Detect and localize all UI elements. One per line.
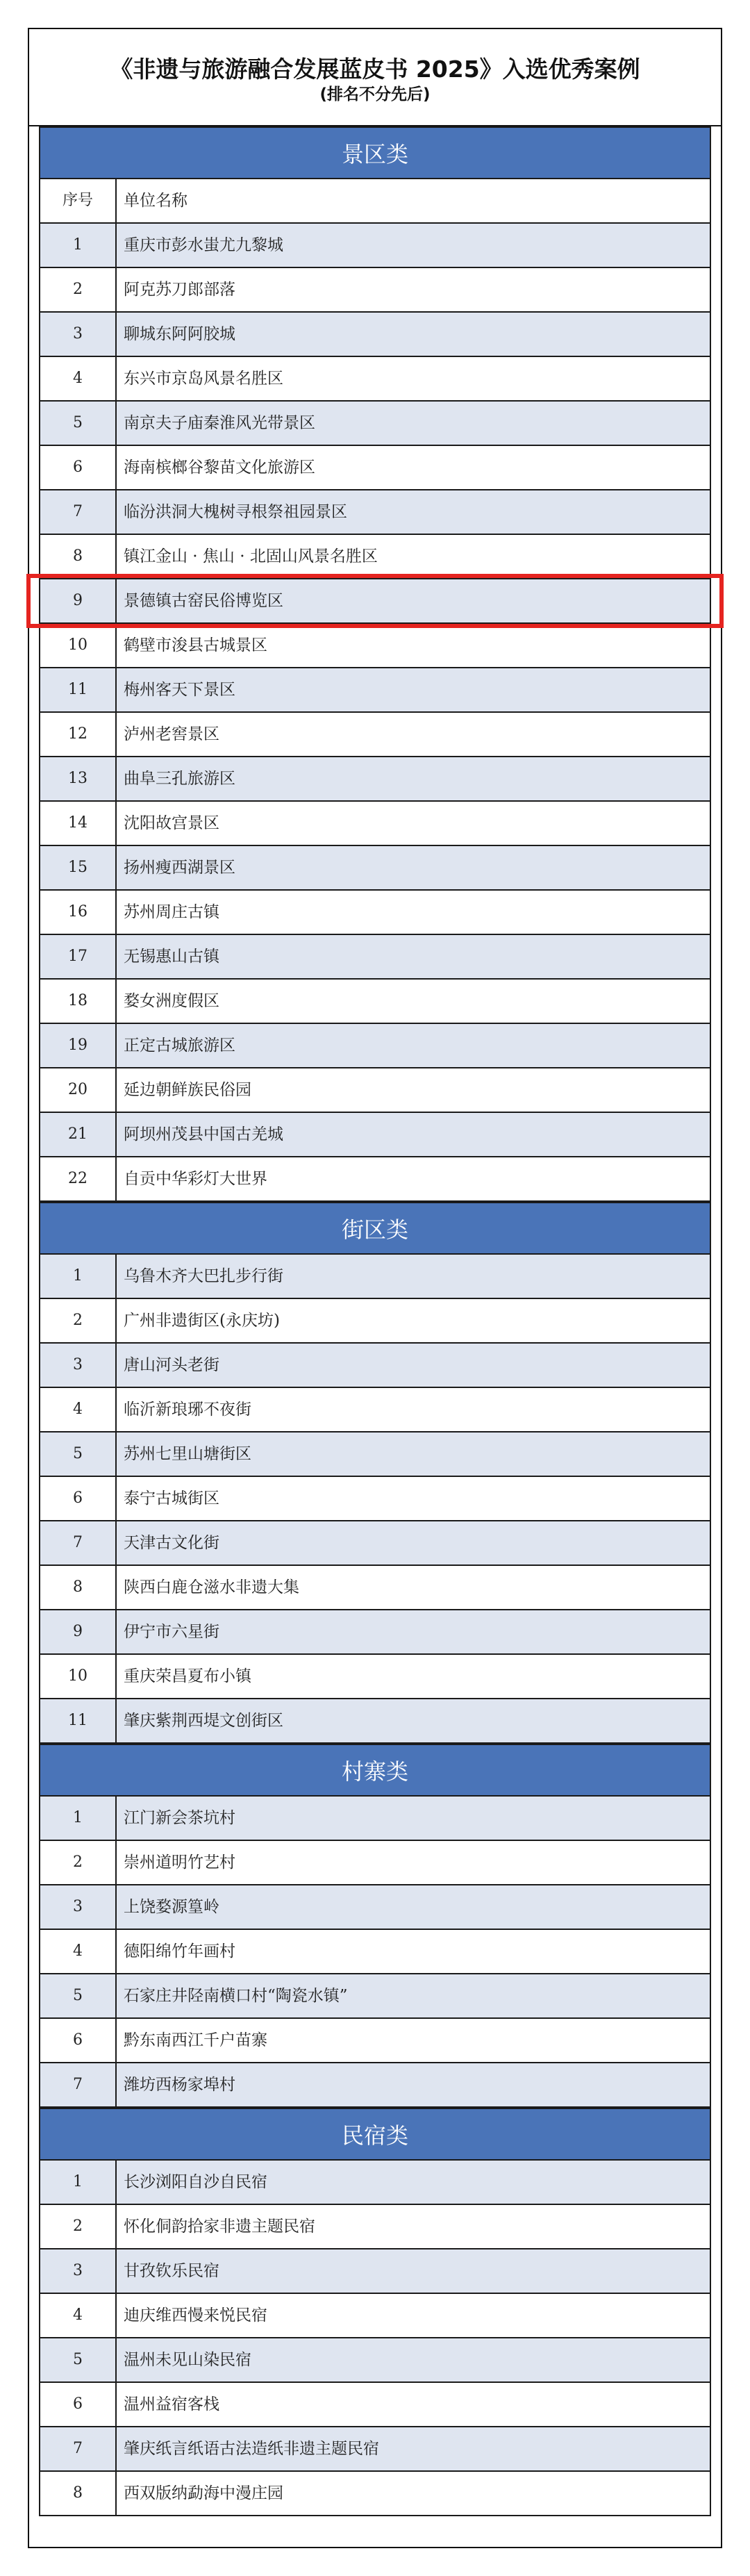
table-row [40, 579, 710, 624]
table-row [40, 1113, 710, 1157]
table-row [40, 1433, 710, 1477]
row-number: 4 [40, 2294, 117, 2337]
row-name: 肇庆纸言纸语古法造纸非遗主题民宿 [124, 2440, 379, 2458]
section-header: 村寨类 [40, 1744, 710, 1797]
document-title: 《非遗与旅游融合发展蓝皮书 2025》入选优秀案例 [110, 56, 640, 83]
table-row [40, 535, 710, 579]
row-name: 鹤壁市浚县古城景区 [124, 636, 267, 654]
table-row [40, 1841, 710, 1885]
row-name: 迪庆维西慢来悦民宿 [124, 2306, 267, 2325]
row-number: 4 [40, 357, 117, 400]
row-number: 2 [40, 1299, 117, 1342]
table-row [40, 2205, 710, 2249]
table-row [40, 2383, 710, 2427]
table-row [40, 2063, 710, 2108]
row-number: 18 [40, 980, 117, 1023]
row-number: 7 [40, 490, 117, 534]
table-row [40, 402, 710, 446]
row-name: 乌鲁木齐大巴扎步行街 [124, 1267, 283, 1285]
row-name: 沈阳故宫景区 [124, 814, 219, 832]
document-subtitle: (排名不分先后) [319, 85, 431, 104]
row-number: 1 [40, 1797, 117, 1840]
row-number: 19 [40, 1024, 117, 1067]
row-number: 5 [40, 2338, 117, 2381]
row-number: 1 [40, 1255, 117, 1298]
row-name: 镇江金山 · 焦山 · 北固山风景名胜区 [124, 547, 378, 565]
row-name: 婺女洲度假区 [124, 992, 219, 1010]
row-name: 天津古文化街 [124, 1534, 219, 1552]
row-name: 扬州瘦西湖景区 [124, 859, 235, 877]
row-number: 8 [40, 535, 117, 578]
row-name: 潍坊西杨家埠村 [124, 2076, 235, 2094]
table-row [40, 1885, 710, 1930]
row-name: 临汾洪洞大槐树寻根祭祖园景区 [124, 503, 347, 521]
row-number: 3 [40, 1885, 117, 1929]
table-row [40, 980, 710, 1024]
table-row [40, 1344, 710, 1388]
table-row [40, 2249, 710, 2294]
row-name: 甘孜钦乐民宿 [124, 2262, 219, 2280]
row-number: 8 [40, 1566, 117, 1609]
row-name: 临沂新琅琊不夜街 [124, 1401, 251, 1419]
table-row [40, 1521, 710, 1566]
row-name: 广州非遗街区(永庆坊) [124, 1312, 280, 1330]
table-row [40, 713, 710, 757]
table-row [40, 490, 710, 535]
row-number: 11 [40, 1699, 117, 1742]
row-name: 自贡中华彩灯大世界 [124, 1170, 267, 1188]
row-name: 苏州周庄古镇 [124, 903, 219, 921]
row-number: 22 [40, 1157, 117, 1200]
row-name: 南京夫子庙秦淮风光带景区 [124, 414, 315, 432]
section-header: 街区类 [40, 1202, 710, 1255]
row-number: 3 [40, 2249, 117, 2293]
row-number: 7 [40, 1521, 117, 1564]
row-number: 3 [40, 313, 117, 356]
table-row [40, 1068, 710, 1113]
row-name: 唐山河头老街 [124, 1356, 219, 1374]
row-number: 15 [40, 846, 117, 889]
row-number: 20 [40, 1068, 117, 1112]
row-number: 6 [40, 2383, 117, 2426]
row-name: 崇州道明竹艺村 [124, 1853, 235, 1872]
table-row [40, 891, 710, 935]
column-header-name: 单位名称 [124, 192, 188, 210]
row-name: 上饶婺源篁岭 [124, 1898, 219, 1916]
table-row [40, 935, 710, 980]
row-name: 海南槟榔谷黎苗文化旅游区 [124, 459, 315, 477]
row-name: 正定古城旅游区 [124, 1037, 235, 1055]
row-name: 江门新会茶坑村 [124, 1809, 235, 1827]
table-row [40, 2294, 710, 2338]
table-row [40, 624, 710, 668]
table-row [40, 2019, 710, 2063]
table-row [40, 2472, 710, 2516]
row-name: 延边朝鲜族民俗园 [124, 1081, 251, 1099]
row-name: 重庆荣昌夏布小镇 [124, 1667, 251, 1685]
row-name: 苏州七里山塘街区 [124, 1445, 251, 1463]
table-row [40, 224, 710, 268]
row-name: 泰宁古城街区 [124, 1489, 219, 1508]
title-block [29, 29, 721, 126]
table-row [40, 668, 710, 713]
row-name: 肇庆紫荆西堤文创街区 [124, 1712, 283, 1730]
row-number: 12 [40, 713, 117, 756]
row-number: 1 [40, 224, 117, 267]
section-header: 景区类 [40, 126, 710, 179]
table-row [40, 1255, 710, 1299]
table-row [40, 1299, 710, 1344]
row-number: 7 [40, 2427, 117, 2470]
row-number: 6 [40, 2019, 117, 2062]
row-number: 1 [40, 2161, 117, 2204]
row-number: 5 [40, 1974, 117, 2017]
row-name: 长沙浏阳自沙自民宿 [124, 2173, 267, 2191]
table-row [40, 446, 710, 490]
row-name: 陕西白鹿仓滋水非遗大集 [124, 1578, 299, 1596]
row-number: 2 [40, 268, 117, 311]
section-header: 民宿类 [40, 2108, 710, 2161]
table-row [40, 846, 710, 891]
row-name: 无锡惠山古镇 [124, 948, 219, 966]
row-number: 2 [40, 1841, 117, 1884]
table-row [40, 1157, 710, 1202]
table-row [40, 313, 710, 357]
table-row [40, 1566, 710, 1610]
row-name: 石家庄井陉南横口村“陶瓷水镇” [124, 1987, 348, 2005]
table-row [40, 1699, 710, 1744]
row-number: 17 [40, 935, 117, 978]
table-row [40, 757, 710, 802]
row-number: 10 [40, 1655, 117, 1698]
table-row [40, 1974, 710, 2019]
row-number: 6 [40, 1477, 117, 1520]
row-name: 温州益宿客栈 [124, 2395, 219, 2413]
column-header-row [40, 179, 710, 224]
row-number: 8 [40, 2472, 117, 2515]
row-number: 16 [40, 891, 117, 934]
table-row [40, 1024, 710, 1068]
table-row [40, 2338, 710, 2383]
row-number: 4 [40, 1388, 117, 1431]
row-name: 阿克苏刀郎部落 [124, 281, 235, 299]
table-row [40, 357, 710, 402]
row-number: 2 [40, 2205, 117, 2248]
row-name: 泸州老窖景区 [124, 725, 219, 743]
row-number: 11 [40, 668, 117, 711]
row-number: 5 [40, 402, 117, 445]
row-name: 阿坝州茂县中国古羌城 [124, 1125, 283, 1143]
row-name: 梅州客天下景区 [124, 681, 235, 699]
row-name: 西双版纳勐海中漫庄园 [124, 2484, 283, 2502]
row-number: 14 [40, 802, 117, 845]
table-row [40, 1655, 710, 1699]
row-name: 伊宁市六星街 [124, 1623, 219, 1641]
row-number: 10 [40, 624, 117, 667]
table-row [40, 268, 710, 313]
table-row [40, 2427, 710, 2472]
row-name: 黔东南西江千户苗寨 [124, 2031, 267, 2049]
document-frame [28, 28, 722, 2548]
table-row [40, 1797, 710, 1841]
row-name: 景德镇古窑民俗博览区 [124, 592, 283, 610]
row-number: 5 [40, 1433, 117, 1476]
row-number: 6 [40, 446, 117, 489]
row-name: 重庆市彭水蚩尤九黎城 [124, 236, 283, 254]
row-name: 温州未见山染民宿 [124, 2351, 251, 2369]
row-number: 13 [40, 757, 117, 800]
row-number: 9 [40, 1610, 117, 1653]
row-number: 7 [40, 2063, 117, 2106]
column-header-number: 序号 [40, 179, 117, 222]
table-row [40, 1930, 710, 1974]
table-row [40, 1610, 710, 1655]
row-number: 21 [40, 1113, 117, 1156]
row-name: 东兴市京岛风景名胜区 [124, 370, 283, 388]
row-number: 9 [40, 579, 117, 622]
row-name: 怀化侗韵拾家非遗主题民宿 [124, 2218, 315, 2236]
row-number: 3 [40, 1344, 117, 1387]
row-name: 曲阜三孔旅游区 [124, 770, 235, 788]
row-name: 聊城东阿阿胶城 [124, 325, 235, 343]
table-row [40, 802, 710, 846]
table-row [40, 1477, 710, 1521]
table-row [40, 2161, 710, 2205]
row-number: 4 [40, 1930, 117, 1973]
row-name: 德阳绵竹年画村 [124, 1942, 235, 1960]
table-row [40, 1388, 710, 1433]
case-table [39, 126, 711, 2516]
